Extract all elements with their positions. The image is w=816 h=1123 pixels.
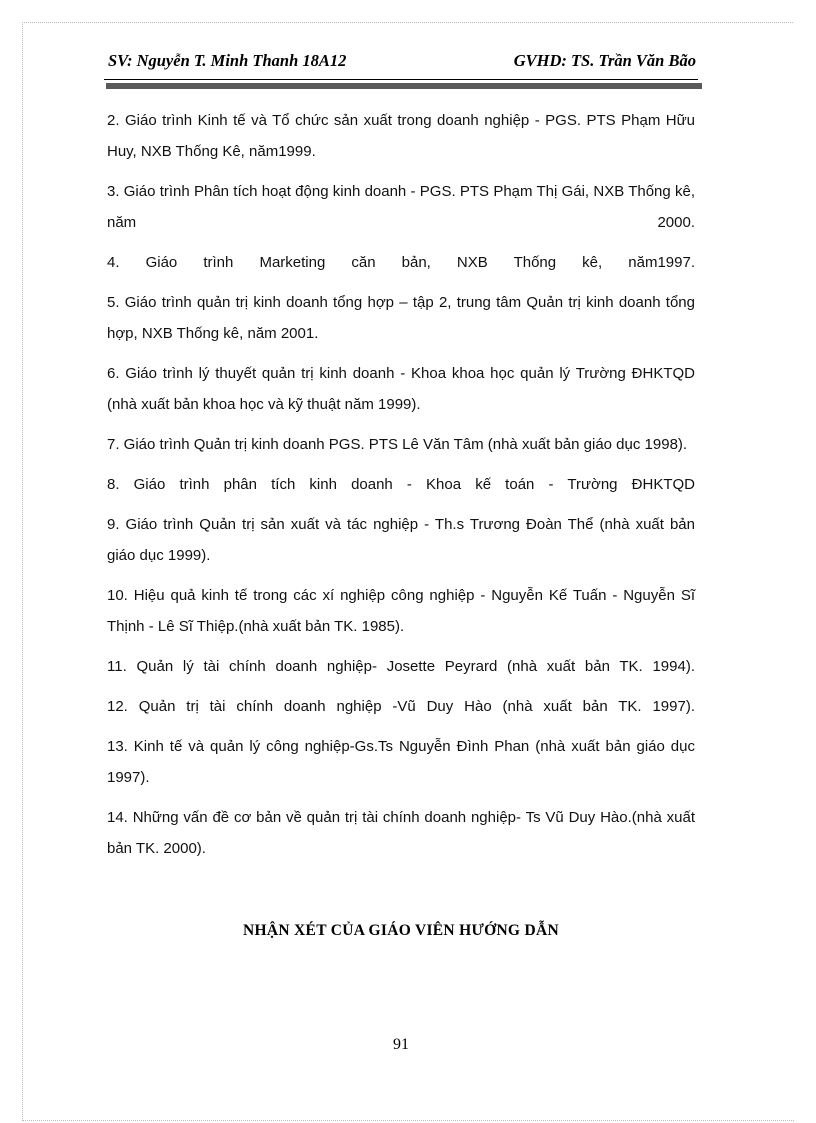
reference-item: 11. Quản lý tài chính doanh nghiệp- Josette Peyrard (nhà xuất bản TK. 1994). xyxy=(107,658,695,675)
reference-item: 5. Giáo trình quản trị kinh doanh tổng hợp – tập 2, trung tâm Quản trị kinh doanh tổng hợp, NXB Thống kê, năm 2001. xyxy=(107,294,695,342)
reference-item: 7. Giáo trình Quản trị kinh doanh PGS. PTS Lê Văn Tâm (nhà xuất bản giáo dục 1998). xyxy=(107,436,688,453)
page-border-bottom xyxy=(22,1120,794,1121)
reference-item: 13. Kinh tế và quản lý công nghiệp-Gs.Ts Nguyễn Đình Phan (nhà xuất bản giáo dục 1997). xyxy=(107,738,695,786)
header-rule-shadow xyxy=(106,83,702,89)
reference-item: 2. Giáo trình Kinh tế và Tổ chức sản xuất trong doanh nghiệp - PGS. PTS Phạm Hữu Huy, NXB Thống Kê, năm1999. xyxy=(107,112,695,160)
header-rule xyxy=(104,79,698,80)
reference-item: 4. Giáo trình Marketing căn bản, NXB Thống kê, năm1997. xyxy=(107,254,695,271)
reference-item: 8. Giáo trình phân tích kinh doanh - Khoa kế toán - Trường ĐHKTQD xyxy=(107,476,695,493)
reference-item: 12. Quản trị tài chính doanh nghiệp -Vũ Duy Hào (nhà xuất bản TK. 1997). xyxy=(107,698,695,715)
section-title: NHẬN XÉT CỦA GIÁO VIÊN HƯỚNG DẪN xyxy=(243,922,559,939)
page-header xyxy=(108,49,696,73)
header-advisor: GVHD: TS. Trần Văn Bão xyxy=(513,51,696,70)
reference-item: 14. Những vấn đề cơ bản về quản trị tài chính doanh nghiệp- Ts Vũ Duy Hào.(nhà xuất bản TK. 2000). xyxy=(107,809,695,857)
reference-item: 6. Giáo trình lý thuyết quản trị kinh doanh - Khoa khoa học quản lý Trường ĐHKTQD (nhà xuất bản khoa học và kỹ thuật năm 1999). xyxy=(107,365,695,413)
reference-item: 9. Giáo trình Quản trị sản xuất và tác nghiệp - Th.s Trương Đoàn Thể (nhà xuất bản giáo dục 1999). xyxy=(107,516,695,564)
reference-list xyxy=(107,105,695,864)
reference-item: 3. Giáo trình Phân tích hoạt động kinh doanh - PGS. PTS Phạm Thị Gái, NXB Thống kê, năm 2000. xyxy=(107,183,695,231)
page-number: 91 xyxy=(393,1036,409,1053)
header-student: SV: Nguyễn T. Minh Thanh 18A12 xyxy=(108,51,347,70)
reference-item: 10. Hiệu quả kinh tế trong các xí nghiệp công nghiệp - Nguyễn Kế Tuấn - Nguyễn Sĩ Thịnh - Lê Sĩ Thiệp.(nhà xuất bản TK. 1985). xyxy=(107,587,695,635)
